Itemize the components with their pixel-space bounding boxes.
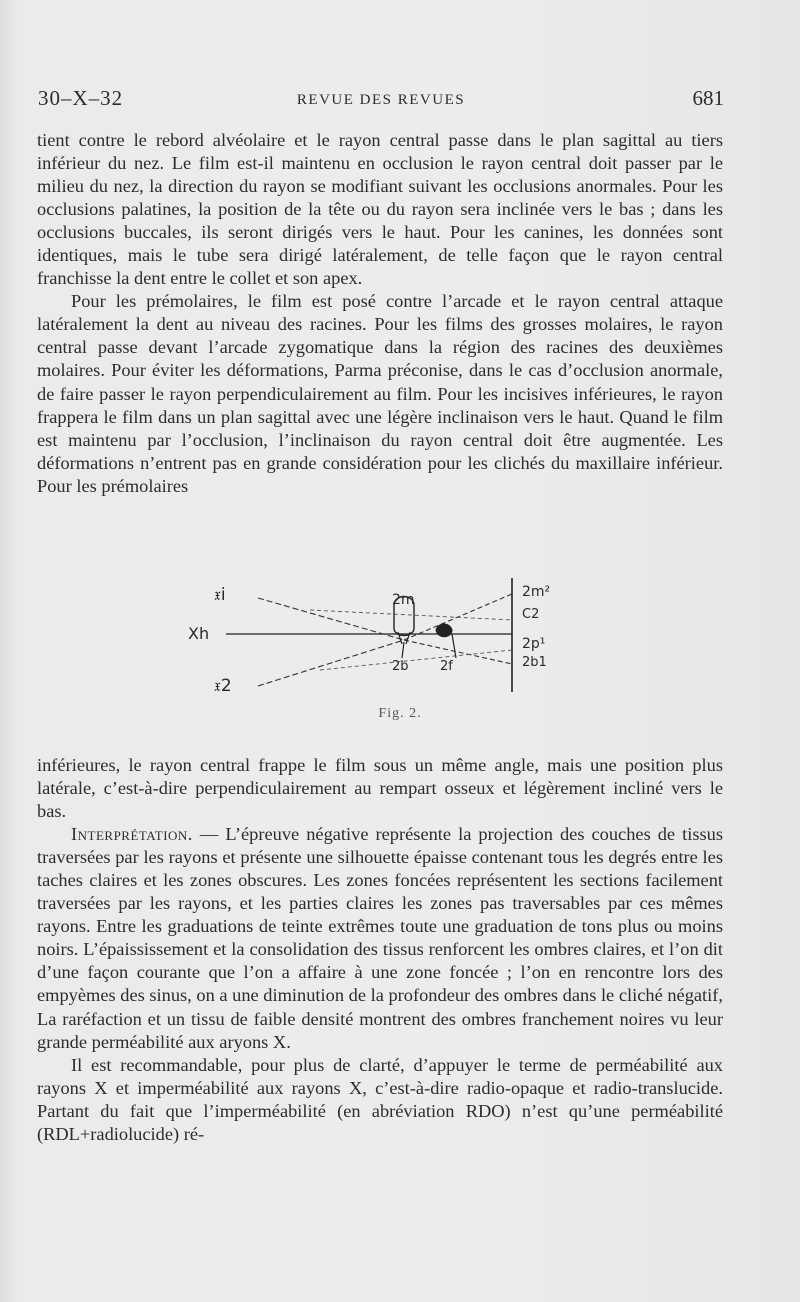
- paragraph-2: Pour les prémolaires, le film est posé contre l’arcade et le rayon central attaque latéralement la dent au niveau des racines. Pour les films des grosses molaires, le rayon central passe devant l’arcade zygomatique dans la région des racines des deuxièmes molaires. Pour éviter les déformations, Parma préconise, dans le cas d’occlusion anormale, de faire passer le rayon perpendiculairement au film. Pour les incisives inférieures, le rayon frappera le film dans un plan sagittal avec une légère inclinaison vers le haut. Quand le film est maintenu par l’occlusion, l’inclinaison du rayon central doit être augmentée. Les déformations n’entrent pas en grande considération pour les clichés du maxillaire inférieur. Pour les prémolaires: [37, 291, 723, 496]
- text-block-top: [37, 129, 723, 498]
- text-block-bottom: [37, 754, 723, 1146]
- label-c2: C2: [522, 607, 540, 622]
- lower-ray: [258, 640, 404, 686]
- tooth-2f: [436, 624, 452, 637]
- running-header: [38, 86, 724, 116]
- label-2p1: 2p¹: [522, 636, 546, 652]
- page-number: 681: [692, 86, 724, 110]
- label-2m: 2m: [392, 592, 415, 608]
- label-xi: 𝔵i: [214, 585, 226, 605]
- paragraph-4-body: — L’épreuve négative représente la projection des couches de tissus traversées par les rayons et présente une silhouette épaisse contenant tous les degrés entre les taches claires et les zones obscures. Les zones foncées représentent les sections facilement traversées par les rayons, et les parties claires les zones pas traversables par ces mêmes rayons. Entre les graduations de teinte extrêmes toute une graduation de tons plus ou moins noirs. L’épaississement et la consolidation des tissus renforcent les ombres claires, et l’on dit d’une façon courante que l’on a affaire à une zone foncée ; l’on en rencontre lors des empyèmes des sinus, on a une diminution de la profondeur des ombres dans le cliché négatif, La raréfaction et un tissu de faible densité montrent des ombres franchement noires vu leur grande perméabilité aux aryons X.: [37, 824, 723, 1052]
- label-2f: 2f: [440, 659, 453, 674]
- label-xh: Xh: [188, 624, 210, 643]
- label-2b: 2b: [392, 659, 409, 674]
- paragraph-4: [37, 823, 723, 1053]
- header-date: 30–X–32: [38, 86, 124, 110]
- journal-title: REVUE DES REVUES: [296, 92, 466, 108]
- paragraph-5: Il est recommandable, pour plus de clarté, d’appuyer le terme de perméabilité aux rayons X et imperméabilité aux rayons X, c’est-à-dire radio-opaque et radio-translucide. Partant du fait que l’imperméabilité (en abréviation RDO) n’est qu’une perméabilité (RDL+radiolucide) ré-: [37, 1054, 723, 1144]
- figure-caption: Fig. 2.: [378, 706, 422, 721]
- label-2b1: 2b1: [522, 655, 547, 670]
- section-heading-interpretation: Interprétation.: [71, 824, 193, 845]
- ray-diagram: [170, 572, 610, 700]
- label-x2: 𝔵2: [214, 676, 232, 696]
- paragraph-3: inférieures, le rayon central frappe le film sous un même angle, mais une position plus latérale, c’est-à-dire perpendiculairement au rempart osseux et légèrement incliné vers le bas.: [37, 755, 723, 822]
- figure-2: [170, 572, 610, 700]
- label-2m2: 2m²: [522, 584, 551, 600]
- paragraph-1: tient contre le rebord alvéolaire et le rayon central passe dans le plan sagittal au tiers inférieur du nez. Le film est-il maintenu en occlusion le rayon central doit passer par le milieu du nez, la direction du rayon se modifiant suivant les occlusions anormales. Pour les occlusions palatines, la position de la tête ou du rayon sera inclinée vers le bas ; dans les occlusions buccales, ils seront dirigés vers le haut. Pour les canines, les données sont identiques, mais le tube sera dirigé latéralement, de telle façon que le rayon central franchisse la dent entre le collet et son apex.: [37, 130, 723, 289]
